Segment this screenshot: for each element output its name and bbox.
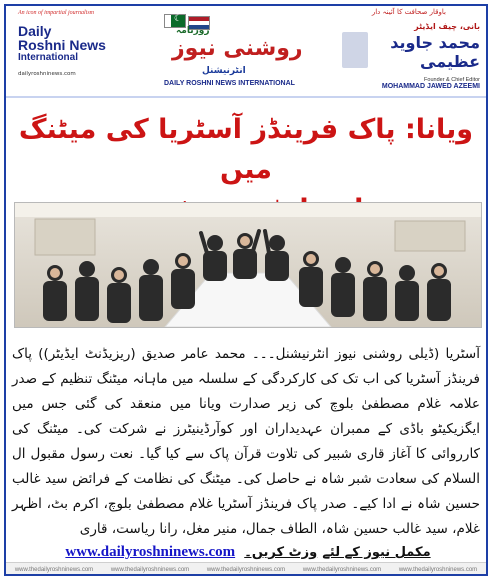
brand-line-1: Daily	[18, 23, 52, 39]
read-more-suffix: وزٹ کریں۔	[244, 545, 318, 560]
brand-logo-en	[18, 24, 126, 77]
brand-logo-ur	[154, 20, 334, 78]
masthead-subtitle: DAILY ROSHNI NEWS INTERNATIONAL	[164, 80, 295, 87]
brand-ur-title: روشنی نیوز	[172, 36, 303, 61]
website-link[interactable]: www.dailyroshninews.com	[65, 544, 236, 560]
meeting-photo-illustration	[15, 203, 481, 327]
footer-link[interactable]: www.thedailyroshninews.com	[14, 567, 94, 573]
article-body: آسٹریا (ڈیلی روشنی نیوز انٹرنیشنل۔۔۔ محمد عامر صدیق (ریزیڈنٹ ایڈیٹر)) پاک فرینڈز آسٹریا کی اب تک کی کارکردگی کے سلسلہ میں ماہانہ میٹنگ تنظیم کے صدر علامہ غلام مصطفیٰ بلوچ کی زیر صدارت ویانا میں منعقد کی گئی جس میں ایگزیکیٹو باڈی کے ممبران عہدیداران اور کوآرڈینیٹرز نے شرکت کی۔ میٹنگ کی کارروائی کا آغاز قاری شبیر کی تلاوت قرآن پاک سے کیا گیا۔ نعت رسول مقبول ال السلام کی سعادت شبر شاہ نے حاصل کی۔ میٹنگ کی نظامت کے فرائض سید غالب حسین شاہ نے ادا کیے۔ صدر پاک فرینڈز آسٹریا غلام مصطفیٰ بلوچ، اکرم بٹ، اظہر غلام، سید غالب حسین شاہ، الطاف جمال، منیر مغل، رانا ریاست، قاری	[12, 346, 480, 537]
brand-line-2: Roshni News	[18, 37, 106, 53]
editor-label-ur: بانی، چیف ایڈیٹر	[414, 22, 480, 31]
masthead-divider	[6, 96, 486, 98]
footer-link[interactable]: www.thedailyroshninews.com	[302, 567, 382, 573]
headline-line-1: ویانا: پاک فرینڈز آسٹریا کی میٹنگ میں	[18, 114, 474, 185]
news-page	[4, 4, 488, 576]
tagline-ur: باوقار صحافت کا آئینہ دار	[371, 8, 446, 16]
footer-link[interactable]: www.thedailyroshninews.com	[206, 567, 286, 573]
tagline-en: An icon of impartial journalism	[18, 10, 95, 16]
brand-website: dailyroshninews.com	[18, 71, 76, 77]
editor-name-ur: محمد جاوید عظیمی	[390, 33, 480, 71]
masthead	[6, 6, 486, 98]
read-more-prefix: مکمل نیوز کے لئے	[322, 545, 431, 560]
footer	[6, 562, 486, 576]
read-more	[6, 541, 486, 561]
brand-ur-small: روزنامہ	[176, 26, 210, 36]
brand-ur-intl: انٹرنیشنل	[202, 66, 246, 76]
footer-link[interactable]: www.thedailyroshninews.com	[110, 567, 190, 573]
footer-link[interactable]: www.thedailyroshninews.com	[398, 567, 478, 573]
meeting-photo	[14, 202, 482, 328]
editor-name: MOHAMMAD JAWED AZEEMI	[381, 83, 480, 90]
brand-line-3: International	[18, 52, 79, 63]
editor-role: Founder & Chief Editor	[424, 77, 480, 83]
editor-block	[340, 22, 480, 90]
